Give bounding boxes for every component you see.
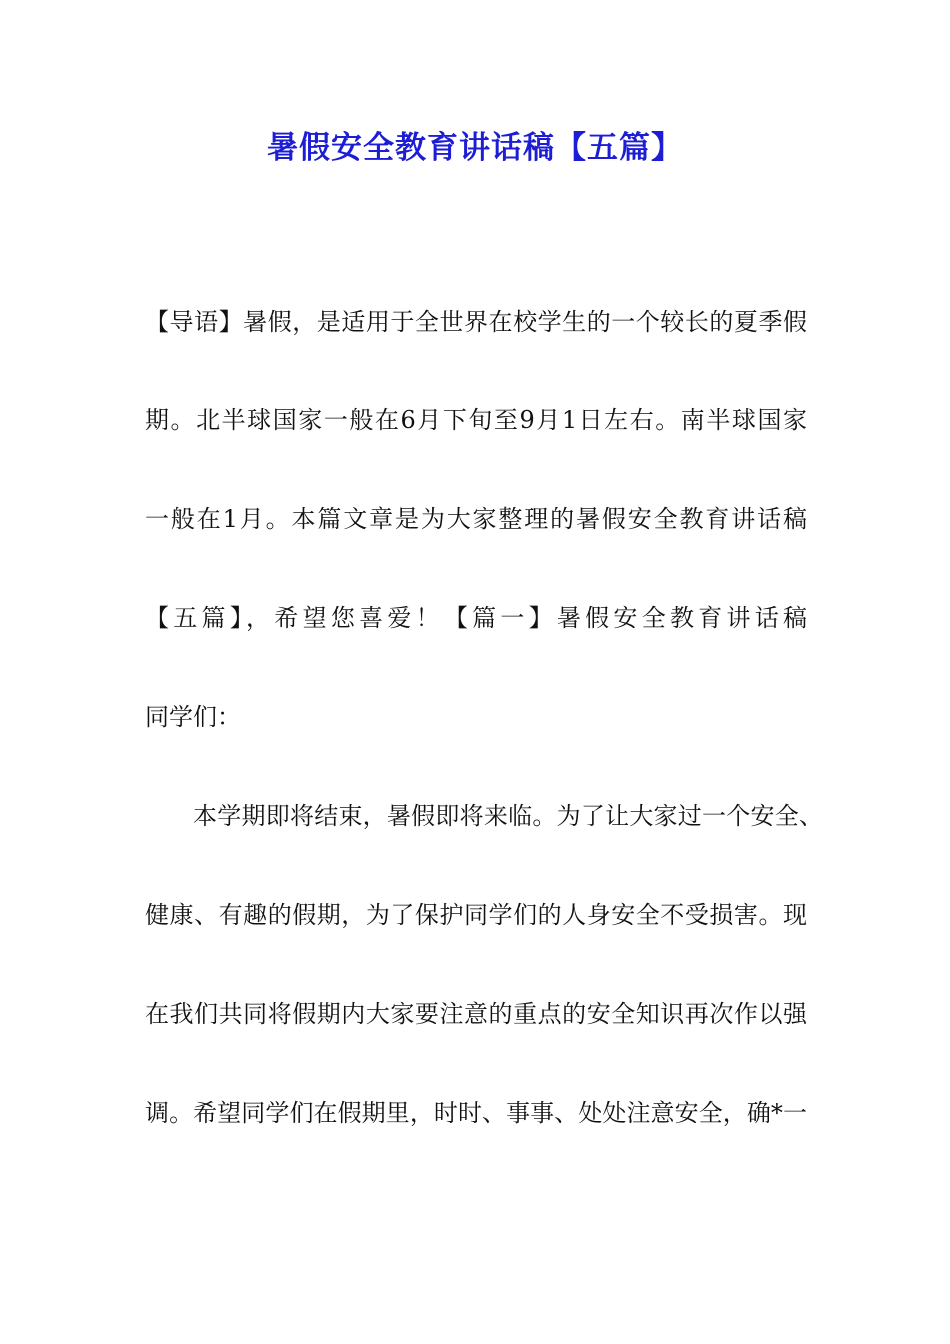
body-line-5-salutation: 同学们： [145,703,241,731]
body-line-8: 在我们共同将假期内大家要注意的重点的安全知识再次作以强 [145,1000,807,1028]
body-line-3: 一般在1月。本篇文章是为大家整理的暑假安全教育讲话稿 [145,505,807,533]
body-line-7: 健康、有趣的假期，为了保护同学们的人身安全不受损害。现 [145,901,807,929]
body-line-2: 期。北半球国家一般在6月下旬至9月1日左右。南半球国家 [145,406,807,434]
body-line-9: 调。希望同学们在假期里，时时、事事、处处注意安全，确*一 [145,1099,807,1127]
body-line-6-paragraph-start: 本学期即将结束，暑假即将来临。为了让大家过一个安全、 [193,802,823,830]
body-line-1: 【导语】暑假，是适用于全世界在校学生的一个较长的夏季假 [145,308,807,336]
body-line-4: 【五篇】，希望您喜爱！【篇一】暑假安全教育讲话稿 [145,604,807,632]
document-title: 暑假安全教育讲话稿【五篇】 [267,130,683,166]
